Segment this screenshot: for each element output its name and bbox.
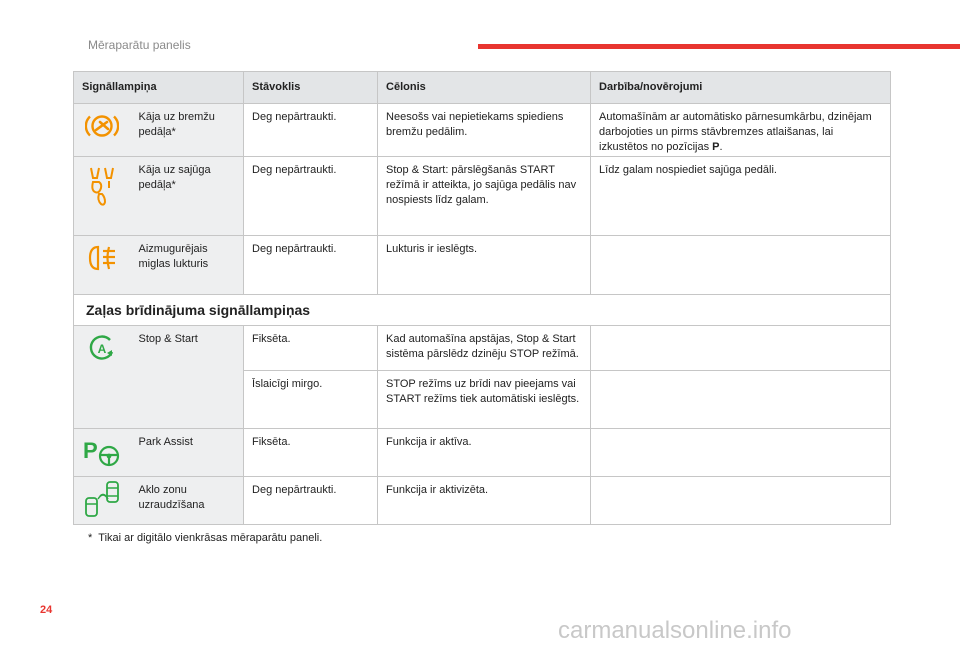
lamp-name: Park Assist [131,429,244,477]
lamp-name: Aklo zonu uzraudzīšana [131,477,244,525]
column-header-lamp: Signāllampiņa [74,72,244,104]
lamp-state: Deg nepārtraukti. [244,477,378,525]
column-header-action: Darbība/novērojumi [591,72,891,104]
lamp-cause: Funkcija ir aktīva. [378,429,591,477]
table-row [74,477,891,525]
lamp-name: Stop & Start [131,326,244,429]
table-row [74,104,891,157]
lamp-state: Deg nepārtraukti. [244,157,378,236]
column-header-state: Stāvoklis [244,72,378,104]
foot-on-brake-icon [85,113,119,139]
park-assist-icon [82,438,122,468]
table-row [74,157,891,236]
svg-text:P: P [83,438,98,463]
table-row [74,429,891,477]
lamp-cause: Lukturis ir ieslēgts. [378,236,591,295]
column-header-cause: Cēlonis [378,72,591,104]
lamp-state: Deg nepārtraukti. [244,104,378,157]
footnote-text: Tikai ar digitālo vienkrāsas mēraparātu paneli. [98,532,323,544]
lamp-cause: Funkcija ir aktivizēta. [378,477,591,525]
rear-fog-lamp-icon [86,245,118,271]
lamp-name: Aizmugurējais miglas lukturis [131,236,244,295]
lamp-name: Kāja uz sajūga pedāļa* [131,157,244,236]
footnote-marker: * [88,532,93,544]
watermark: carmanualsonline.info [558,617,792,644]
lamp-cause: Kad automašīna apstājas, Stop & Start sistēma pārslēdz dzinēju STOP režīmā. [378,326,591,371]
lamp-action [591,371,891,429]
lamp-action: Automašīnām ar automātisko pārnesumkārbu, dzinējam darbojoties un pirms stāvbremzes atlaišanas, lai izkustētos no pozīcijas P. [591,104,891,157]
lamp-action [591,236,891,295]
table-section-row [74,295,891,326]
page-number: 24 [40,604,53,616]
lamp-action [591,477,891,525]
lamp-state: Īslaicīgi mirgo. [244,371,378,429]
lamp-cause: STOP režīms uz brīdi nav pieejams vai START režīms tiek automātiski ieslēgts. [378,371,591,429]
blind-spot-monitoring-icon [83,480,121,518]
lamp-state: Fiksēta. [244,429,378,477]
table-row [74,326,891,371]
warning-lamps-table [73,71,891,525]
stop-start-icon [87,335,117,361]
footnote [88,532,322,544]
lamp-action: Līdz galam nospiediet sajūga pedāli. [591,157,891,236]
lamp-cause: Stop & Start: pārslēgšanās START režīmā ir atteikta, jo sajūga pedālis nav nospiests līdz galam. [378,157,591,236]
lamp-name: Kāja uz bremžu pedāļa* [131,104,244,157]
header-accent-bar [478,44,960,49]
table-row [74,236,891,295]
lamp-action [591,429,891,477]
lamp-state: Deg nepārtraukti. [244,236,378,295]
svg-text:A: A [97,342,107,356]
section-header: Mēraparātu panelis [88,38,191,52]
lamp-action [591,326,891,371]
lamp-state: Fiksēta. [244,326,378,371]
table-header-row [74,72,891,104]
lamp-cause: Neesošs vai nepietiekams spiediens bremžu pedālim. [378,104,591,157]
section-title-green-lamps: Zaļas brīdinājuma signāllampiņas [74,295,891,326]
foot-on-clutch-icon [87,166,117,208]
